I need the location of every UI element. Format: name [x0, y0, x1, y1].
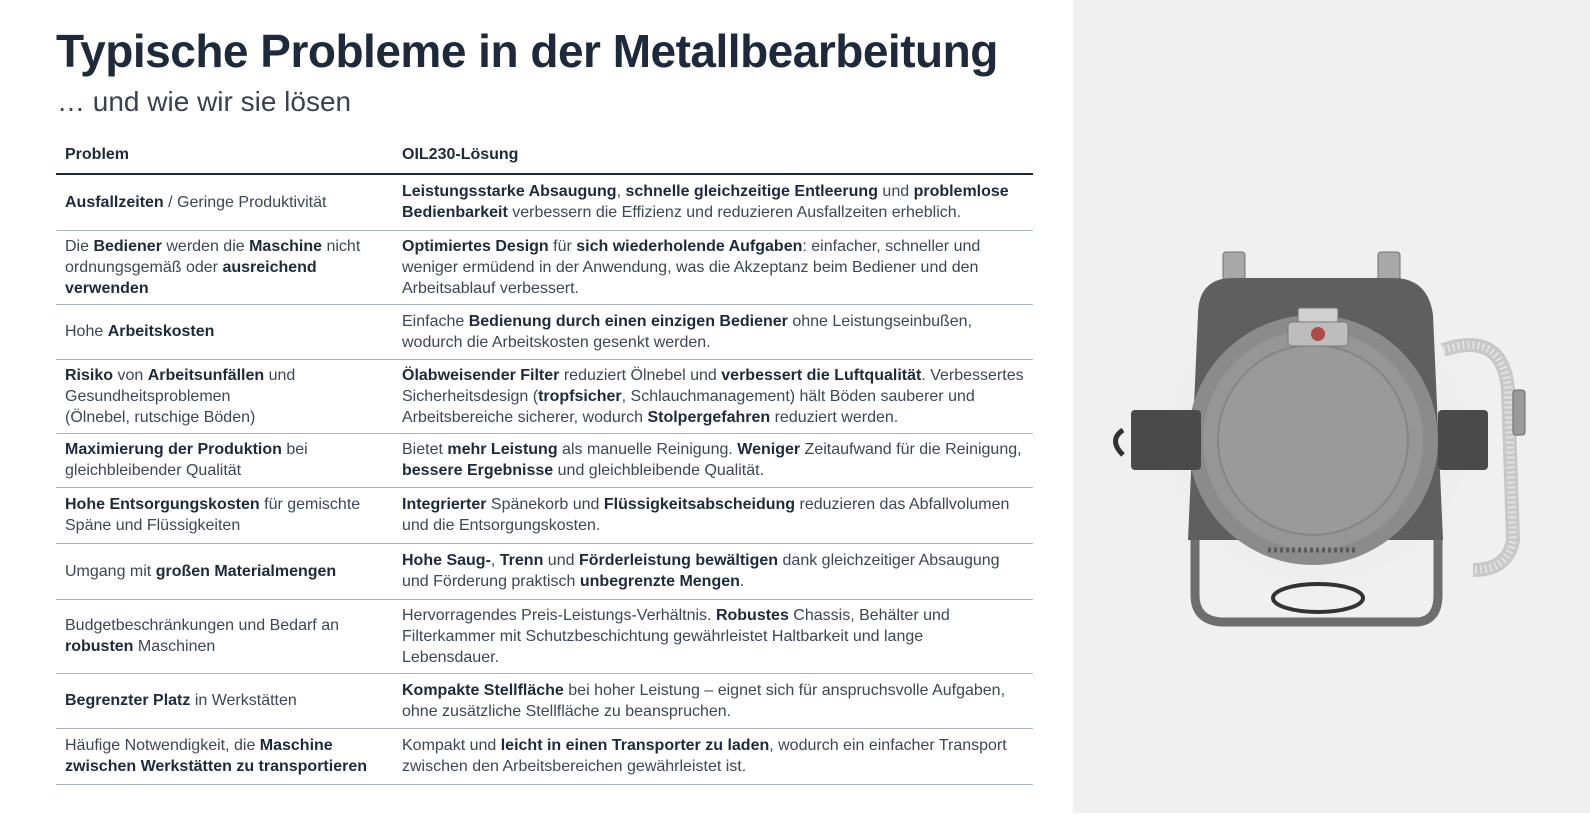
table-row	[56, 599, 1033, 673]
solution-cell: Ölabweisender Filter reduziert Ölnebel und verbessert die Luftqualität. Verbessertes Sicherheitsdesign (tropfsicher, Schlauchmanagement) hält Böden sauberer und Arbeitsbereiche sicherer, wodurch Stolpergefahren reduziert werden.	[393, 359, 1033, 433]
table-row	[56, 433, 1033, 487]
solution-cell: Kompakte Stellfläche bei hoher Leistung – eignet sich für anspruchsvolle Aufgaben, ohne zusätzliche Stellfläche zu beanspruchen.	[393, 673, 1033, 728]
solution-cell: Leistungsstarke Absaugung, schnelle gleichzeitige Entleerung und problemlose Bedienbarkeit verbessern die Effizienz und reduzieren Ausfallzeiten erheblich.	[393, 174, 1033, 230]
table-header-row	[56, 137, 1033, 174]
solution-cell: Optimiertes Design für sich wiederholende Aufgaben: einfacher, schneller und weniger ermüdend in der Anwendung, was die Akzeptanz beim Bediener und den Arbeitsablauf verbessert.	[393, 230, 1033, 304]
solution-cell: Kompakt und leicht in einen Transporter zu laden, wodurch ein einfacher Transport zwischen den Arbeitsbereichen gewährleistet ist.	[393, 728, 1033, 784]
problem-cell: Die Bediener werden die Maschine nicht ordnungsgemäß oder ausreichend verwenden	[56, 230, 393, 304]
problem-cell: Begrenzter Platz in Werkstätten	[56, 673, 393, 728]
table-row	[56, 543, 1033, 599]
table-row	[56, 174, 1033, 230]
page-subtitle: … und wie wir sie lösen	[57, 86, 352, 117]
problem-cell: Hohe Entsorgungskosten für gemischte Späne und Flüssigkeiten	[56, 487, 393, 543]
problem-cell: Ausfallzeiten / Geringe Produktivität	[56, 174, 393, 230]
solution-cell: Einfache Bedienung durch einen einzigen Bediener ohne Leistungseinbußen, wodurch die Arbeitskosten gesenkt werden.	[393, 304, 1033, 359]
product-image-panel	[1073, 0, 1590, 813]
table-row	[56, 359, 1033, 433]
table-body	[56, 174, 1033, 784]
solution-cell: Hohe Saug-, Trenn und Förderleistung bewältigen dank gleichzeitiger Absaugung und Förderung praktisch unbegrenzte Mengen.	[393, 543, 1033, 599]
solution-cell: Integrierter Spänekorb und Flüssigkeitsabscheidung reduzieren das Abfallvolumen und die Entsorgungskosten.	[393, 487, 1033, 543]
problem-cell: Risiko von Arbeitsunfällen und Gesundheitsproblemen (Ölnebel, rutschige Böden)	[56, 359, 393, 433]
table-row	[56, 673, 1033, 728]
problem-cell: Budgetbeschränkungen und Bedarf an robusten Maschinen	[56, 599, 393, 673]
column-header-solution: OIL230-Lösung	[393, 137, 1033, 174]
problem-cell: Hohe Arbeitskosten	[56, 304, 393, 359]
table-row	[56, 230, 1033, 304]
table-row	[56, 487, 1033, 543]
solution-cell: Hervorragendes Preis-Leistungs-Verhältnis. Robustes Chassis, Behälter und Filterkammer mit Schutzbeschichtung gewährleistet Haltbarkeit und lange Lebensdauer.	[393, 599, 1033, 673]
comparison-table	[56, 137, 1033, 785]
column-header-problem: Problem	[56, 137, 393, 174]
table-row	[56, 728, 1033, 784]
problem-cell: Umgang mit großen Materialmengen	[56, 543, 393, 599]
solution-cell: Bietet mehr Leistung als manuelle Reinigung. Weniger Zeitaufwand für die Reinigung, bessere Ergebnisse und gleichbleibende Qualität.	[393, 433, 1033, 487]
table-row	[56, 304, 1033, 359]
page-title: Typische Probleme in der Metallbearbeitung	[56, 25, 998, 77]
vacuum-machine-image	[1103, 240, 1553, 640]
problem-cell: Häufige Notwendigkeit, die Maschine zwischen Werkstätten zu transportieren	[56, 728, 393, 784]
problem-cell: Maximierung der Produktion bei gleichbleibender Qualität	[56, 433, 393, 487]
